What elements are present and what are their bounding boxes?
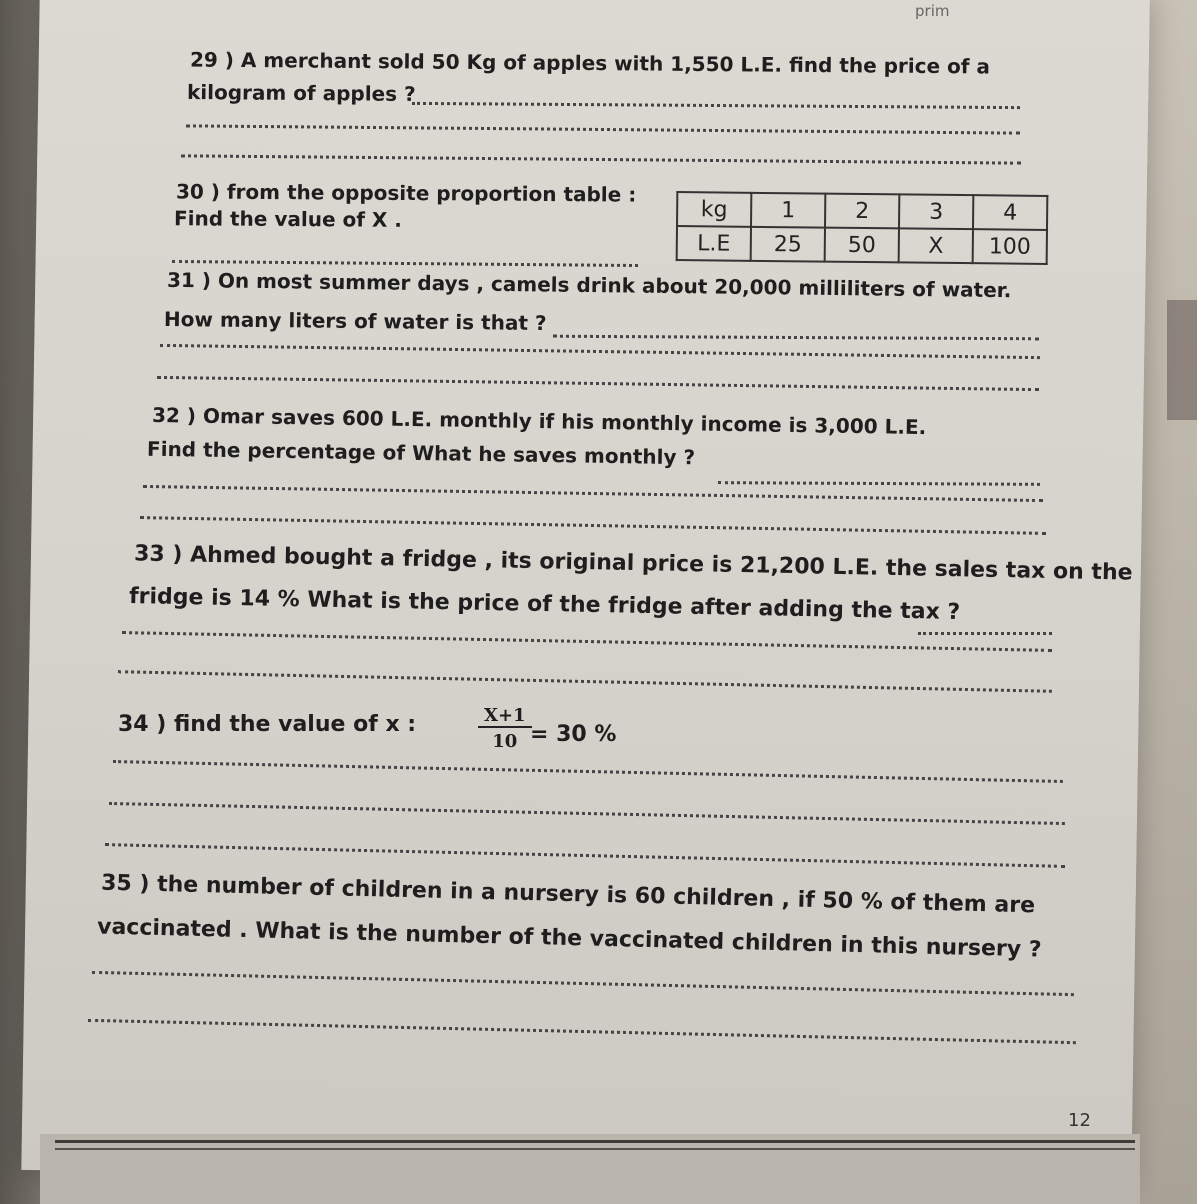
question-29-prompt: kilogram of apples ?	[186, 80, 416, 106]
table-cell: 2	[825, 194, 899, 229]
answer-line[interactable]	[109, 802, 1065, 825]
question-33-line-2: fridge is 14 % What is the price of the fridge after adding the tax ?	[128, 584, 961, 625]
answer-line[interactable]	[105, 843, 1065, 868]
question-29-line-2	[187, 79, 416, 107]
table-cell: 25	[751, 227, 825, 262]
question-30-line-1: 30 ) from the opposite proportion table :	[175, 179, 637, 207]
question-34-line-1: 34 ) find the value of x :	[118, 712, 417, 737]
table-row	[677, 226, 1047, 264]
answer-line[interactable]	[172, 260, 638, 267]
answer-line[interactable]	[718, 481, 1040, 486]
answer-line[interactable]	[122, 631, 1052, 652]
fraction-denominator: 10	[492, 731, 518, 752]
fraction	[478, 705, 532, 752]
question-31-line-2: How many liters of water is that ?	[163, 306, 547, 336]
answer-line[interactable]	[160, 344, 1040, 359]
question-31-line-1: 31 ) On most summer days , camels drink about 20,000 milliliters of water.	[166, 267, 1012, 303]
question-33-line-1: 33 ) Ahmed bought a fridge , its original price is 21,200 L.E. the sales tax on the	[133, 541, 1133, 586]
answer-line[interactable]	[118, 670, 1052, 693]
table-cell: kg	[677, 192, 751, 227]
fraction-numerator: X+1	[478, 705, 532, 728]
answer-line[interactable]	[143, 485, 1043, 502]
question-32-line-2: Find the percentage of What he saves monthly ?	[146, 436, 696, 470]
table-cell: 4	[973, 195, 1047, 230]
table-row	[677, 192, 1047, 230]
answer-line[interactable]	[412, 102, 1020, 109]
question-30-line-2: Find the value of X .	[173, 206, 402, 232]
answer-line[interactable]	[181, 154, 1021, 164]
table-cell: 50	[825, 228, 899, 263]
answer-line[interactable]	[553, 335, 1039, 341]
table-cell: X	[899, 228, 973, 263]
table-cell: 1	[751, 193, 825, 228]
question-32-line-1: 32 ) Omar saves 600 L.E. monthly if his monthly income is 3,000 L.E.	[151, 402, 927, 440]
answer-line[interactable]	[157, 376, 1039, 391]
answer-line[interactable]	[140, 516, 1046, 535]
answer-line[interactable]	[186, 124, 1020, 134]
table-cell: 100	[973, 229, 1047, 264]
answer-line[interactable]	[918, 632, 1052, 635]
answer-line[interactable]	[92, 971, 1074, 996]
table-cell: L.E	[677, 226, 751, 261]
proportion-table	[676, 191, 1049, 265]
equation-rhs: = 30 %	[530, 722, 617, 747]
page-number: 12	[1068, 1110, 1091, 1131]
question-35-line-2: vaccinated . What is the number of the vaccinated children in this nursery ?	[96, 914, 1042, 963]
answer-line[interactable]	[113, 760, 1063, 783]
print-mark: prim	[915, 2, 950, 20]
question-35-line-1: 35 ) the number of children in a nursery is 60 children , if 50 % of them are	[100, 870, 1036, 919]
table-cell: 3	[899, 194, 973, 229]
answer-line[interactable]	[88, 1019, 1076, 1044]
question-29-line-1: 29 ) A merchant sold 50 Kg of apples with 1,550 L.E. find the price of a	[189, 47, 991, 79]
